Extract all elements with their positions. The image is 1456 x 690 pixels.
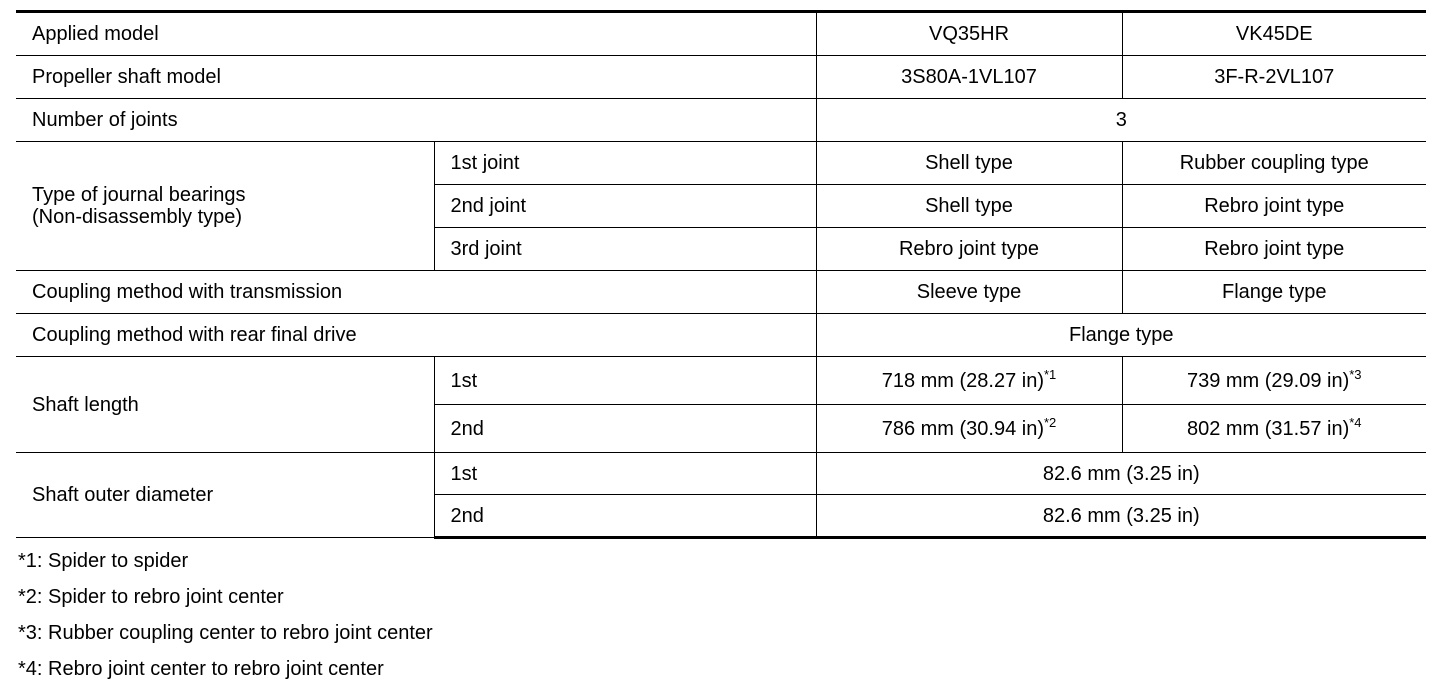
value-text: 802 mm (31.57 in): [1186, 417, 1350, 440]
table-row-journal-bearings-1st: [16, 142, 1426, 185]
sub-label: 2nd: [434, 405, 816, 453]
table-row-coupling-transmission: [16, 271, 1426, 314]
cell-value: Rebro joint type: [816, 228, 1122, 271]
table-row-shaft-length-1st: [16, 357, 1426, 405]
sub-label: 3rd joint: [434, 228, 816, 271]
row-label: Coupling method with transmission: [16, 271, 816, 314]
cell-value: Rebro joint type: [1122, 228, 1426, 271]
cell-value: Flange type: [1122, 271, 1426, 314]
cell-value: Shell type: [816, 142, 1122, 185]
value-text: 786 mm (30.94 in): [881, 417, 1044, 440]
table-row-propeller-shaft-model: [16, 56, 1426, 99]
cell-value: Sleeve type: [816, 271, 1122, 314]
footnote-ref: *2: [1044, 414, 1057, 430]
cell-value: [816, 357, 1122, 405]
cell-value: [1122, 357, 1426, 405]
row-label: Number of joints: [16, 99, 816, 142]
cell-value: Flange type: [816, 314, 1426, 357]
table-row-shaft-outer-diameter-1st: [16, 453, 1426, 495]
cell-value: 82.6 mm (3.25 in): [816, 453, 1426, 495]
row-label: Applied model: [16, 12, 816, 56]
cell-value: Rubber coupling type: [1122, 142, 1426, 185]
footnote: *2: Spider to rebro joint center: [18, 586, 284, 608]
sub-label: 1st: [434, 357, 816, 405]
row-label: Shaft length: [16, 357, 434, 453]
cell-value: 3F-R-2VL107: [1122, 56, 1426, 99]
sub-label: 1st joint: [434, 142, 816, 185]
cell-value: [816, 405, 1122, 453]
cell-value: 82.6 mm (3.25 in): [816, 495, 1426, 538]
row-label: Coupling method with rear final drive: [16, 314, 816, 357]
footnote: *3: Rubber coupling center to rebro joint center: [18, 622, 433, 644]
propeller-shaft-spec-table: [16, 10, 1426, 539]
footnote-ref: *3: [1349, 366, 1362, 382]
cell-value: VQ35HR: [816, 12, 1122, 56]
sub-label: 2nd: [434, 495, 816, 538]
cell-value: 3S80A-1VL107: [816, 56, 1122, 99]
footnote-ref: *4: [1349, 414, 1362, 430]
cell-value: Shell type: [816, 185, 1122, 228]
sub-label: 2nd joint: [434, 185, 816, 228]
table-row-applied-model: [16, 12, 1426, 56]
cell-value: VK45DE: [1122, 12, 1426, 56]
value-text: 718 mm (28.27 in): [881, 369, 1044, 392]
footnote: *4: Rebro joint center to rebro joint center: [18, 658, 384, 680]
footnote: *1: Spider to spider: [18, 550, 189, 572]
footnote-ref: *1: [1044, 366, 1057, 382]
row-label-journal-bearings: [16, 142, 434, 271]
row-label: Shaft outer diameter: [16, 453, 434, 538]
row-label: Propeller shaft model: [16, 56, 816, 99]
cell-value: [1122, 405, 1426, 453]
row-label-line: (Non-disassembly type): [32, 206, 243, 228]
footnotes: [18, 546, 433, 690]
cell-value: 3: [816, 99, 1426, 142]
table-row-coupling-rear-final-drive: [16, 314, 1426, 357]
row-label-line: Type of journal bearings: [32, 184, 246, 206]
sub-label: 1st: [434, 453, 816, 495]
cell-value: Rebro joint type: [1122, 185, 1426, 228]
table-row-number-of-joints: [16, 99, 1426, 142]
value-text: 739 mm (29.09 in): [1186, 369, 1350, 392]
